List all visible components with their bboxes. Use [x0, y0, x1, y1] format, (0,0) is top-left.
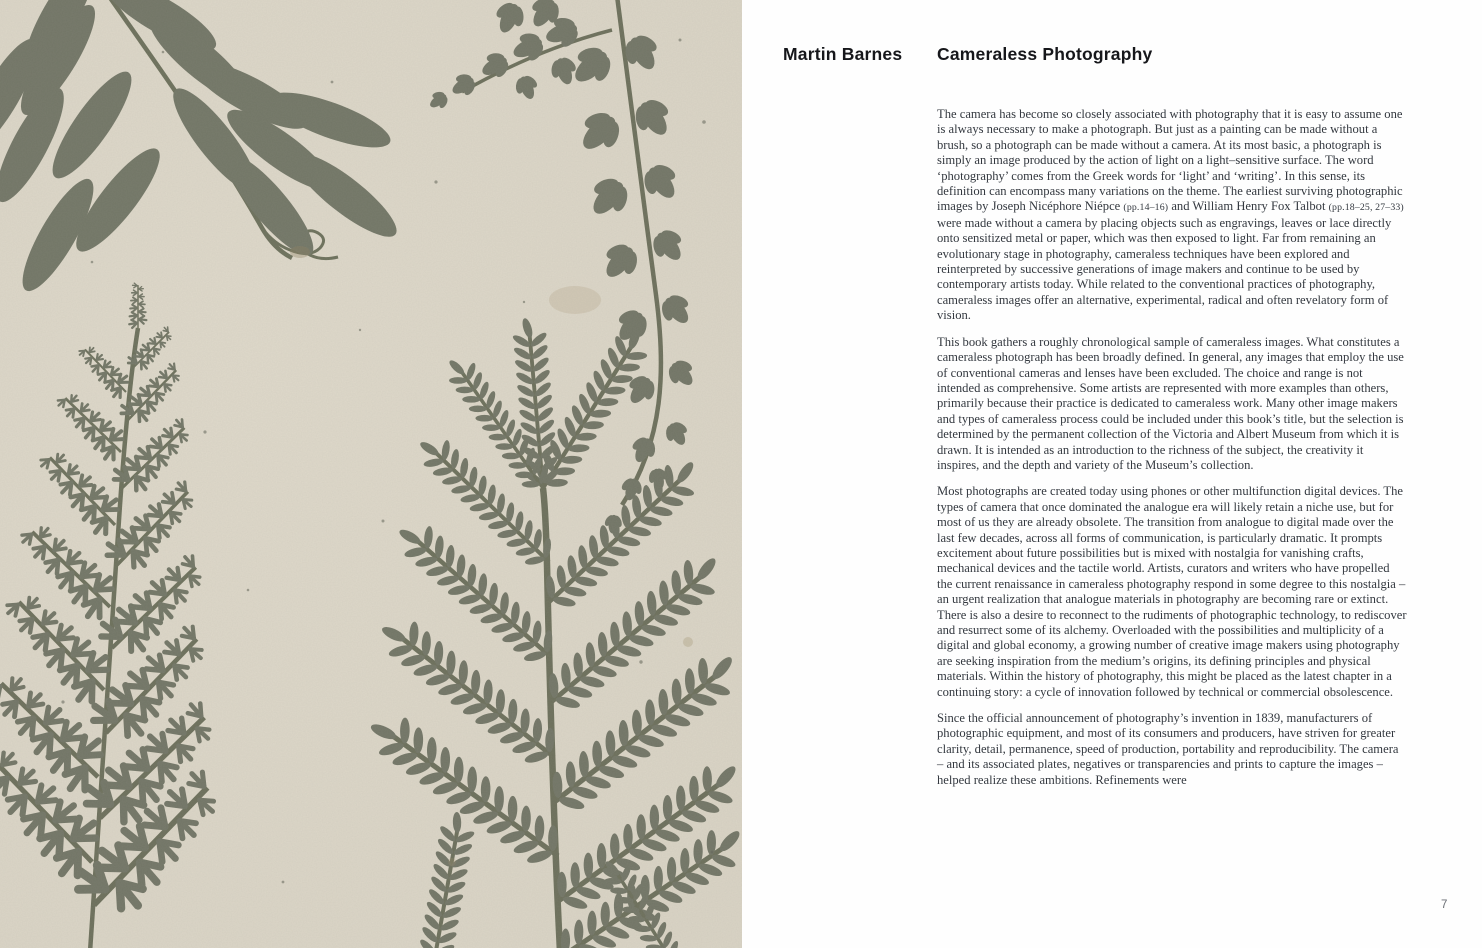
text-page — [742, 0, 1482, 948]
page-reference: (pp.18–25, 27–33) — [1328, 202, 1404, 214]
page-number: 7 — [1441, 899, 1448, 911]
page-reference: (pp.14–16) — [1123, 202, 1169, 214]
paragraph-4: Since the official announcement of photography’s invention in 1839, manufacturers of photographic equipment, and most of its consumers and producers, have striven for greater clarity, detail, permanence, speed of production, portability and reproducibility. The camera – and its associated plates, negatives or transparencies and prints to capture the images – helped realize these ambitions. Refinements were — [937, 711, 1399, 787]
essay-segment: and William Henry Fox Talbot — [1168, 199, 1329, 214]
page-title: Cameraless Photography — [937, 44, 1153, 64]
paragraph-3: Most photographs are created today using phones or other multifunction digital devices. The types of camera that once dominated the analogue era will likely retain a niche use, but for most of us they are already obsolete. The transition from analogue to digital made over the last few decades, across all forms of communication, is particularly dramatic. It prompts excitement about future possibilities but is mixed with nostalgia for vanishing crafts, mechanical devices and the tactile world. Artists, curators and writers who have propelled the current renaissance in cameraless photography respond in some degree to this nostalgia – an urgent realization that analogue materials in photography are becoming rare or extinct. There is also a desire to reconnect to the rudiments of photographic technology, to rediscover and resurrect some of its alchemy. Overloaded with the possibilities and multiplicity of a digital and global economy, a growing number of creative image makers using photography are seeking inspiration from the medium’s origins, its defining principles and physical materials. Within the history of photography, this might be placed as the latest chapter in a continuing story: a cycle of innovation followed by technical or commercial obsolescence. — [937, 484, 1407, 699]
paragraph-1 — [937, 107, 1407, 324]
essay-segment: were made without a camera by placing objects such as engravings, leaves or lace directly onto sensitized metal or paper, which was then exposed to light. Far from remaining an evolutionary stage in photography, cameraless techniques have been explored and reinterpreted by successive generations of image makers and continue to be used by contemporary artists today. While related to the conventional practices of photography, cameraless images offer an alternative, experimental, radical and often revelatory form of vision. — [937, 215, 1392, 323]
essay-segment: The camera has become so closely associated with photography that it is easy to assume one is always necessary to make a photograph. But just as a painting can be made without a brush, so a photograph can be made without a camera. At its most basic, a photograph is simply an image produced by the action of light on a light–sensitive surface. The word ‘photography’ comes from the Greek words for ‘light’ and ‘writing’. In this sense, its definition can encompass many variations on the theme. The earliest surviving photographic images by Joseph Nicéphore Niépce — [937, 107, 1403, 214]
author-name: Martin Barnes — [783, 44, 903, 64]
paragraph-2: This book gathers a roughly chronological sample of cameraless images. What constitutes a cameraless photograph has been broadly defined. In general, any images that employ the use of conventional cameras and lenses have been excluded. The choice and range is not intended as comprehensive. Some artists are represented with more examples than others, primarily because their practice is dedicated to cameraless work. Many other image makers and types of cameraless process could be included under this book’s title, but the selection is determined by the permanent collection of the Victoria and Albert Museum from which it is drawn. It is intended as an introduction to the richness of the subject, the creativity it inspires, and the depth and variety of the Museum’s collection. — [937, 334, 1404, 472]
essay-text — [937, 107, 1407, 799]
